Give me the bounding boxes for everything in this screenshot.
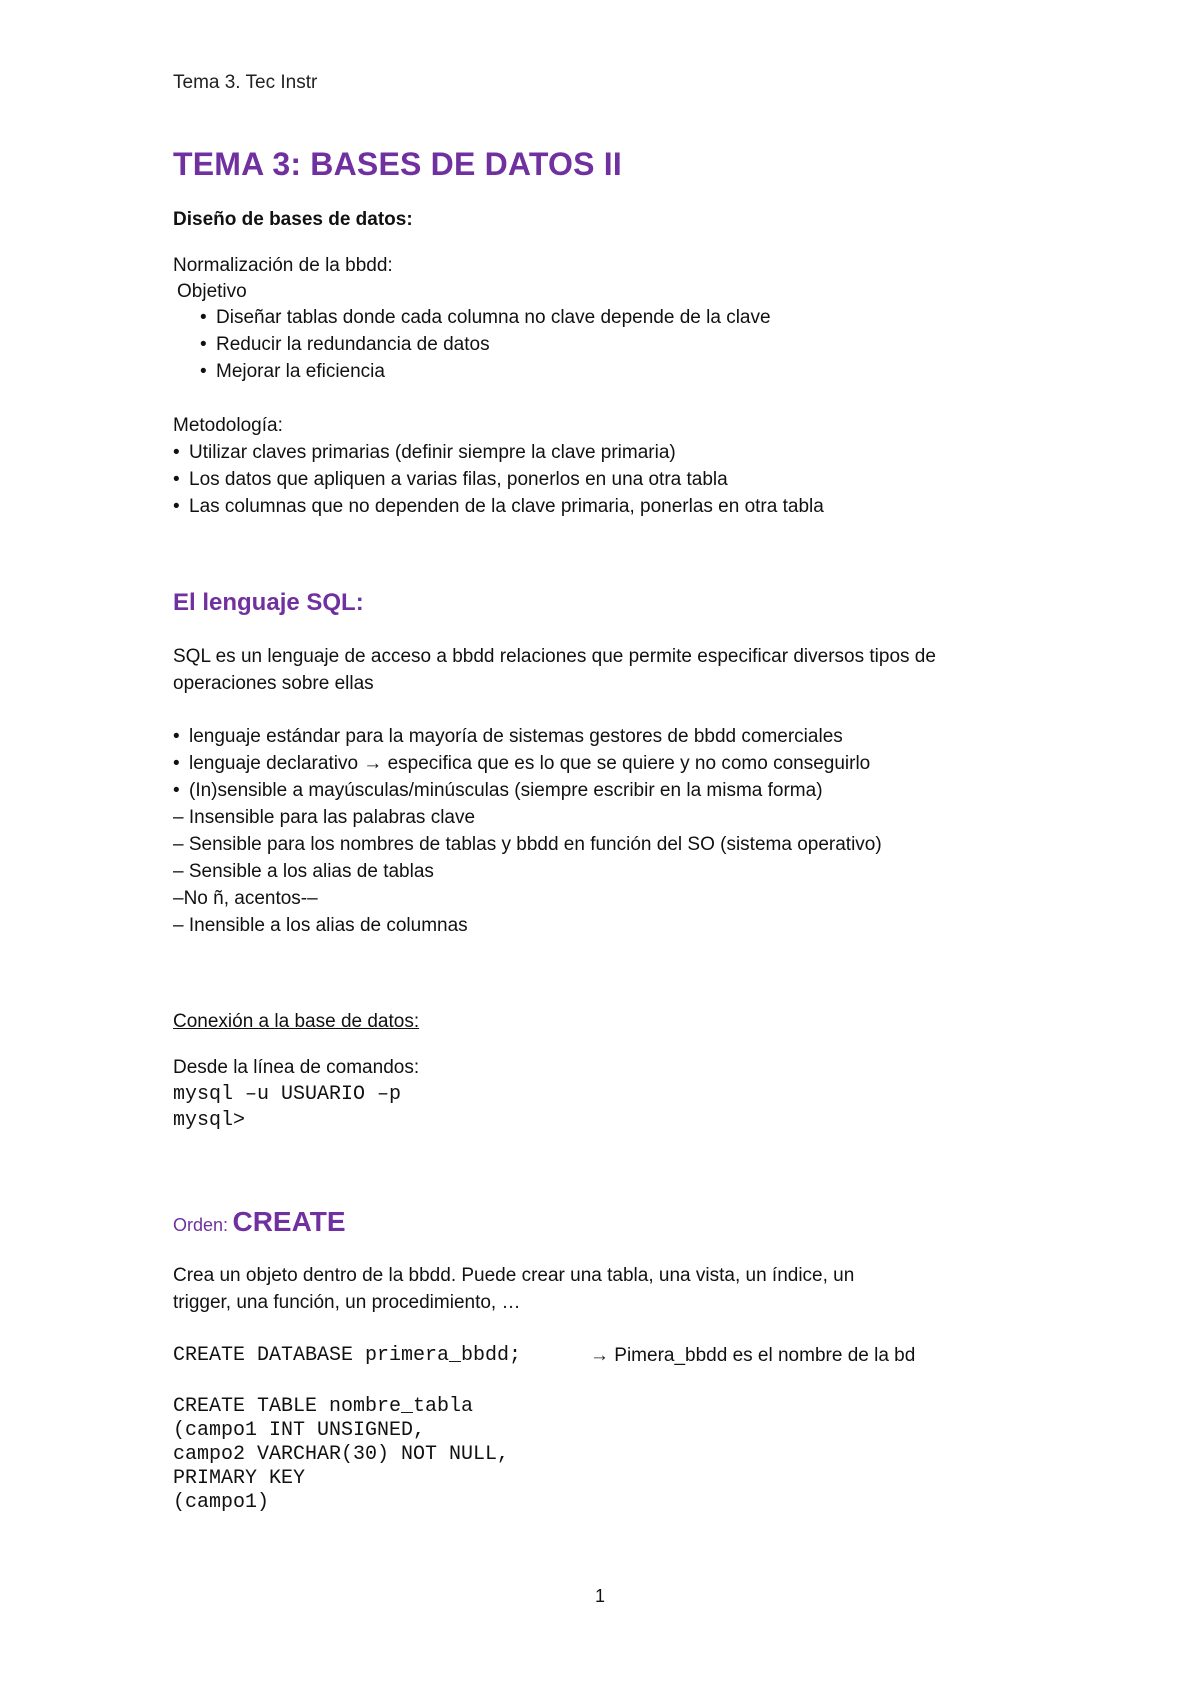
create-database-code: CREATE DATABASE primera_bbdd;: [173, 1344, 522, 1367]
sql-intro-line: operaciones sobre ellas: [173, 673, 374, 694]
bullet-icon: •: [200, 361, 207, 382]
page-header: Tema 3. Tec Instr: [173, 72, 318, 93]
bullet-icon: •: [173, 496, 180, 517]
create-table-code: CREATE TABLE nombre_tabla: [173, 1395, 474, 1418]
create-table-code: campo2 VARCHAR(30) NOT NULL,: [173, 1443, 510, 1466]
create-heading: [173, 1206, 346, 1238]
create-table-code: PRIMARY KEY: [173, 1467, 306, 1490]
sql-dash-item: – Insensible para las palabras clave: [173, 807, 476, 828]
bullet-icon: •: [173, 753, 180, 774]
create-database-note: → Pimera_bbdd es el nombre de la bd: [590, 1345, 916, 1366]
command-line: mysql>: [173, 1109, 246, 1132]
bullet-icon: •: [173, 726, 180, 747]
bullet-icon: •: [173, 780, 180, 801]
objetivo-label: Objetivo: [177, 281, 247, 302]
sql-bullet: • (In)sensible a mayúsculas/minúsculas (siempre escribir en la misma forma): [173, 777, 823, 804]
create-table-code: (campo1 INT UNSIGNED,: [173, 1419, 426, 1442]
conexion-desde: Desde la línea de comandos:: [173, 1057, 420, 1078]
metodologia-item: • Utilizar claves primarias (definir siempre la clave primaria): [173, 439, 676, 466]
normalizacion-heading: Normalización de la bbdd:: [173, 255, 393, 276]
sql-bullet: • lenguaje estándar para la mayoría de sistemas gestores de bbdd comerciales: [173, 723, 843, 750]
sql-bullet: • lenguaje declarativo → especifica que es lo que se quiere y no como conseguirlo: [173, 750, 870, 777]
sql-heading: El lenguaje SQL:: [173, 589, 364, 616]
sql-dash-item: – Sensible a los alias de tablas: [173, 861, 434, 882]
objetivo-item: • Diseñar tablas donde cada columna no clave depende de la clave: [200, 304, 771, 331]
objetivo-item: • Reducir la redundancia de datos: [200, 331, 490, 358]
conexion-heading: Conexión a la base de datos:: [173, 1011, 420, 1032]
bullet-icon: •: [200, 334, 207, 355]
create-table-code: (campo1): [173, 1491, 270, 1514]
sql-dash-item: –No ñ, acentos-–: [173, 888, 318, 909]
diseno-heading: Diseño de bases de datos:: [173, 209, 413, 230]
sql-dash-item: – Sensible para los nombres de tablas y bbdd en función del SO (sistema operativo): [173, 834, 882, 855]
page-title: TEMA 3: BASES DE DATOS II: [173, 146, 622, 182]
orden-label: Orden:: [173, 1215, 229, 1235]
sql-intro-line: SQL es un lenguaje de acceso a bbdd relaciones que permite especificar diversos tipos de: [173, 646, 936, 667]
metodologia-item: • Los datos que apliquen a varias filas, ponerlos en una otra tabla: [173, 466, 728, 493]
create-desc-line: trigger, una función, un procedimiento, …: [173, 1292, 521, 1313]
bullet-icon: •: [200, 307, 207, 328]
command-line: mysql –u USUARIO –p: [173, 1083, 402, 1106]
objetivo-item: • Mejorar la eficiencia: [200, 358, 385, 385]
metodologia-label: Metodología:: [173, 415, 283, 436]
metodologia-item: • Las columnas que no dependen de la clave primaria, ponerlas en otra tabla: [173, 493, 824, 520]
arrow-right-icon: →: [590, 1345, 609, 1366]
page-number: 1: [594, 1586, 605, 1606]
bullet-icon: •: [173, 469, 180, 490]
orden-name: CREATE: [232, 1206, 346, 1237]
create-desc-line: Crea un objeto dentro de la bbdd. Puede crear una tabla, una vista, un índice, un: [173, 1265, 855, 1286]
bullet-icon: •: [173, 442, 180, 463]
sql-dash-item: – Inensible a los alias de columnas: [173, 915, 468, 936]
